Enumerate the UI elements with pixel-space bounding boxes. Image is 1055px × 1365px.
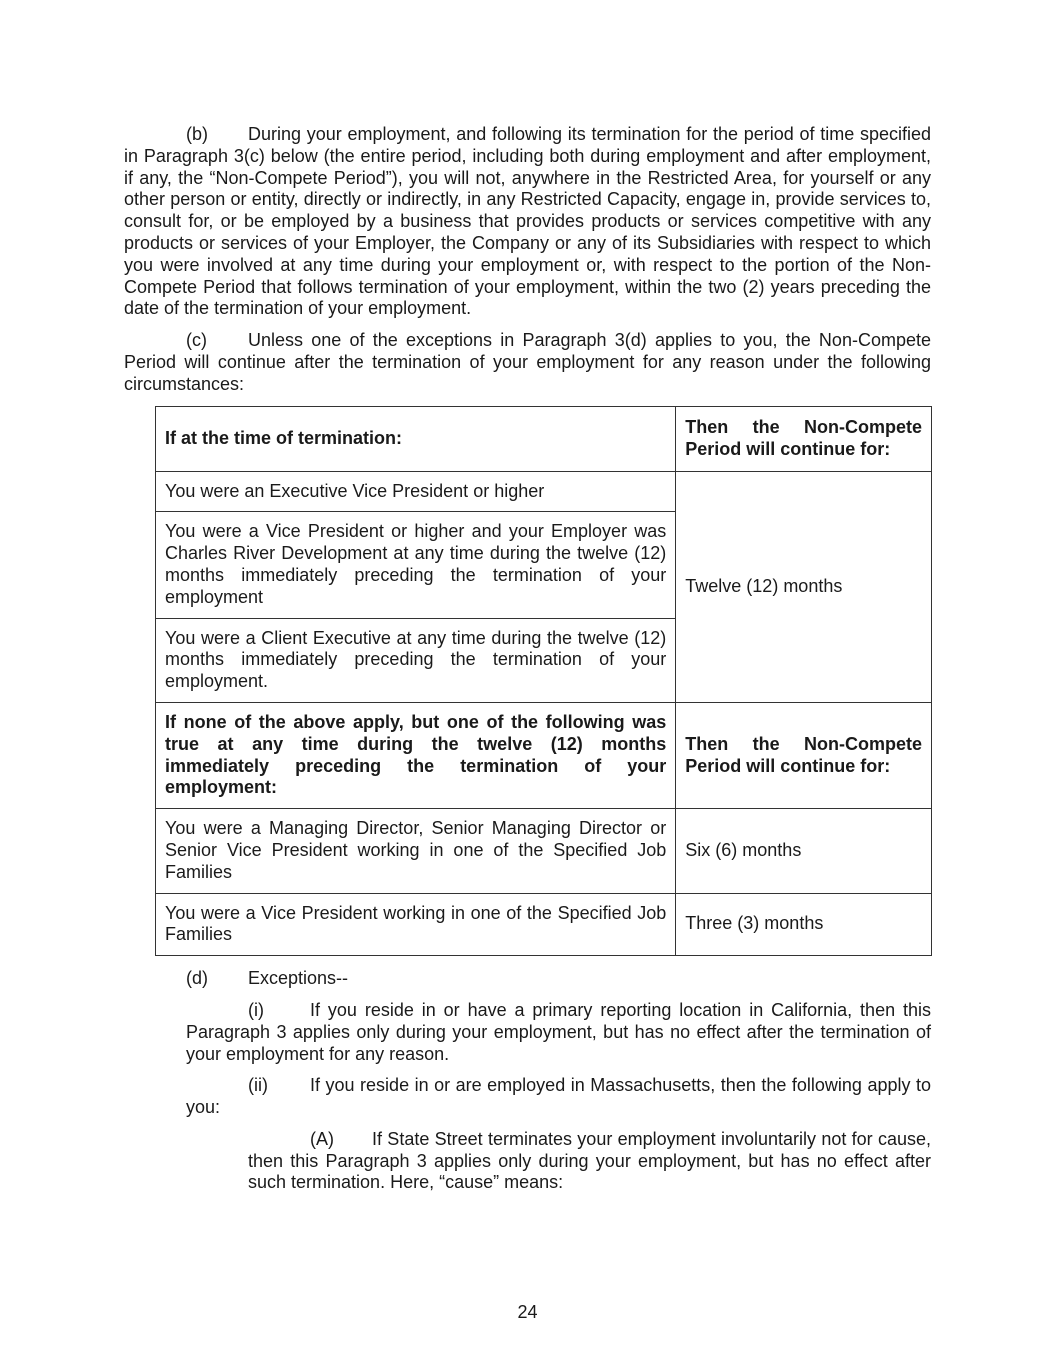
- document-page: [124, 124, 931, 1194]
- paragraph-b: [124, 124, 931, 320]
- subheader-duration-cell: Then the Non-Compete Period will continue for:: [676, 702, 932, 808]
- paragraph-d-i-label: (i): [248, 999, 264, 1020]
- page-number: 24: [517, 1302, 538, 1322]
- paragraph-d-label: (d): [186, 968, 208, 989]
- header-duration-cell: Then the Non-Compete Period will continue for:: [676, 406, 932, 471]
- three-months-cell: Three (3) months: [676, 893, 932, 956]
- paragraph-d-ii-a: [124, 1129, 931, 1194]
- table-row: [156, 471, 932, 512]
- paragraph-d-ii-a-label: (A): [310, 1128, 334, 1149]
- paragraph-c: [124, 330, 931, 395]
- header-termination-cell: If at the time of termination:: [156, 406, 676, 471]
- paragraph-d-ii-text: If you reside in or are employed in Massachusetts, then the following apply to you:: [186, 1075, 931, 1118]
- non-compete-table: [155, 406, 932, 957]
- table-row: [156, 809, 932, 893]
- paragraph-d-ii-label: (ii): [248, 1075, 268, 1096]
- paragraph-b-label: (b): [186, 124, 208, 144]
- table-header-row: [156, 406, 932, 471]
- table-row: [156, 893, 932, 956]
- twelve-months-cell: Twelve (12) months: [676, 471, 932, 702]
- row-crd-vp-cell: You were a Vice President or higher and your Employer was Charles River Development at any time during the twelve (12) months immediately preceding the termination of your employment: [156, 512, 676, 618]
- row-client-exec-cell: You were a Client Executive at any time during the twelve (12) months immediately preceding the termination of your employment.: [156, 618, 676, 702]
- row-evp-cell: You were an Executive Vice President or higher: [156, 471, 676, 512]
- paragraph-d-ii: [124, 1075, 931, 1119]
- paragraph-b-text: During your employment, and following its termination for the period of time specified in Paragraph 3(c) below (the entire period, including both during employment and after employment, if any, the “Non-Compete Period”), you will not, anywhere in the Restricted Area, for yourself or any other person or entity, directly or indirectly, in any Restricted Capacity, engage in, provide services to, consult for, or be employed by a business that provides products or services competitive with any products or services of your Employer, the Company or any of its Subsidiaries with respect to which you were involved at any time during your employment or, with respect to the portion of the Non-Compete Period that follows termination of your employment, within the two (2) years preceding the date of the termination of your employment.: [124, 124, 931, 319]
- paragraph-d-i-text: If you reside in or have a primary reporting location in California, then this Paragraph 3 applies only during your employment, but has no effect after the termination of your employment for any reason.: [186, 999, 931, 1064]
- paragraph-d-text: Exceptions--: [248, 968, 349, 989]
- six-months-cell: Six (6) months: [676, 809, 932, 893]
- subheader-condition-cell: If none of the above apply, but one of the following was true at any time during the twelve (12) months immediately preceding the termination of your employment:: [156, 702, 676, 808]
- paragraph-d: [124, 968, 931, 990]
- paragraph-d-ii-a-text: If State Street terminates your employment involuntarily not for cause, then this Paragraph 3 applies only during your employment, but has no effect after such termination. Here, “cause” means:: [248, 1128, 931, 1193]
- paragraph-d-i: [124, 1000, 931, 1065]
- table-subheader-row: [156, 702, 932, 808]
- row-vp-cell: You were a Vice President working in one of the Specified Job Families: [156, 893, 676, 956]
- paragraph-c-label: (c): [186, 330, 207, 351]
- row-md-cell: You were a Managing Director, Senior Managing Director or Senior Vice President working in one of the Specified Job Families: [156, 809, 676, 893]
- paragraph-c-text: Unless one of the exceptions in Paragraph 3(d) applies to you, the Non-Compete Period will continue after the termination of your employment for any reason under the following circumstances:: [124, 330, 931, 394]
